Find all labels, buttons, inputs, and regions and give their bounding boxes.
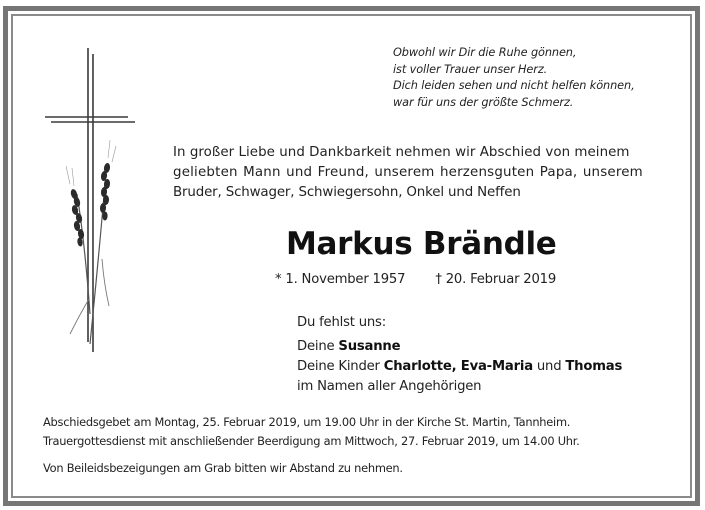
mourner-spouse: Deine Susanne <box>297 339 401 354</box>
children-names: Charlotte, Eva-Maria <box>383 359 533 374</box>
cross-with-wheat-icon <box>40 44 150 364</box>
intro-line: geliebten Mann und Freund, unserem herzensguten Papa, unserem <box>173 165 643 180</box>
prayer-service-line: Abschiedsgebet am Montag, 25. Februar 2019, um 19.00 Uhr in der Kirche St. Martin, Tannheim. <box>43 415 571 429</box>
mourner-children: Deine Kinder Charlotte, Eva-Maria und Thomas <box>297 359 623 374</box>
intro-paragraph <box>173 143 673 203</box>
mourners-block <box>297 313 622 397</box>
mourner-relatives: im Namen aller Angehörigen <box>297 379 482 394</box>
deceased-name: Markus Brändle <box>286 226 557 262</box>
birth-date: * 1. November 1957 <box>275 272 406 287</box>
intro-line: In großer Liebe und Dankbarkeit nehmen wir Abschied von meinem <box>173 145 630 160</box>
funeral-service-line: Trauergottesdienst mit anschließender Beerdigung am Mittwoch, 27. Februar 2019, um 14.00 Uhr. <box>43 434 580 448</box>
intro-line: Bruder, Schwager, Schwiegersohn, Onkel und Neffen <box>173 185 521 200</box>
poem-line: war für uns der größte Schmerz. <box>393 95 574 109</box>
death-date: † 20. Februar 2019 <box>435 272 557 287</box>
child-name: Thomas <box>565 359 623 374</box>
poem-line: ist voller Trauer unser Herz. <box>393 62 548 76</box>
poem-verse <box>393 45 635 111</box>
service-details <box>43 413 580 451</box>
poem-line: Dich leiden sehen und nicht helfen können, <box>393 79 635 92</box>
spouse-name: Susanne <box>338 339 401 354</box>
mourners-label: Du fehlst uns: <box>297 315 386 330</box>
poem-line: Obwohl wir Dir die Ruhe gönnen, <box>393 46 577 59</box>
life-dates <box>275 272 556 287</box>
condolence-note: Von Beileidsbezeigungen am Grab bitten wir Abstand zu nehmen. <box>43 461 403 475</box>
